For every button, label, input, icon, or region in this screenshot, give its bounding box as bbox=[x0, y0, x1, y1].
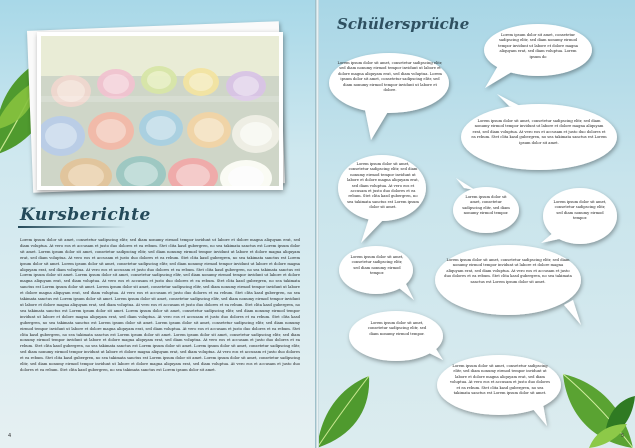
speech-bubble-8-text: Lorem ipsum dolor sit amet, consetetur sadipscing elitr, sed diam nonumy eirmod tempor. bbox=[350, 255, 404, 276]
section-heading-schuelersprueche: Schülersprüche bbox=[337, 15, 470, 33]
speech-bubble-7-text: Lorem ipsum dolor sit amet, consetetur sadipscing elitr, sed diam nonumy eirmod tempor invidunt ut labore et dolore magna aliquyam erat, sed diam voluptua. At vero eos et accusam et justo duo dolores et ea rebum. Stet clita kasd gubergren, no sea takimata sanctus est Lorem ipsum dolor sit amet. bbox=[444, 258, 572, 284]
right-page bbox=[319, 0, 635, 448]
page-number-left: 4 bbox=[8, 433, 12, 439]
speech-bubble-6-text: Lorem ipsum dolor sit amet, consetetur sadipscing elitr, sed diam nonumy eirmod tempor. bbox=[553, 200, 607, 221]
speech-bubble-9-text: Lorem ipsum dolor sit amet, consetetur sadipscing elitr, sed diam nonumy eirmod tempor. bbox=[367, 321, 427, 336]
speech-bubble-10-text: Lorem ipsum dolor sit amet, consetetur sadipscing elitr, sed diam nonumy eirmod tempor invidunt ut labore et dolore magna aliquyam erat, sed diam voluptua. At vero eos et accusam et justo duo dolores et ea rebum. Stet clita kasd gubergren, no sea takimata sanctus est Lorem ipsum dolor sit amet. bbox=[449, 364, 551, 396]
speech-bubble-5-text: Lorem ipsum dolor sit amet, consetetur sadipscing elitr, sed diam nonumy eirmod tempor. bbox=[462, 195, 510, 216]
page-number-right: 5 bbox=[621, 433, 625, 439]
speech-bubble-1-text: Lorem ipsum dolor sit amet, consetetur sadipscing elitr, sed diam nonumy eirmod tempor invidunt ut labore et dolore magna aliquyam erat, sed diam voluptua. Lorem ipsum dolor sit amet, consetetur sadipscing elitr, sed diam nonumy eirmod tempor invidunt ut labore et dolore. bbox=[337, 61, 443, 93]
speech-bubble-2-text: Lorem ipsum dolor sit amet, consetetur sadipscing elitr, sed diam nonumy eirmod tempor invidunt ut labore et dolore magna aliquyam erat, sed diam voluptua. Lorem ipsum do bbox=[498, 33, 578, 59]
section-heading-kursberichte: Kursberichte bbox=[20, 205, 151, 225]
left-page bbox=[0, 0, 316, 448]
body-text: Lorem ipsum dolor sit amet, consetetur sadipscing elitr, sed diam nonumy eirmod tempor invidunt ut labore et dolore magna aliquyam erat, sed diam voluptua. At vero eos et accusam et justo duo dolores et ea rebum. Stet clita kasd gubergren, no sea takimata sanctus est Lorem ipsum dolor sit amet. Lorem ipsum dolor sit amet, consetetur sadipscing elitr, sed diam nonumy eirmod tempor invidunt ut labore et dolore magna aliquyam erat, sed diam voluptua. At vero eos et accusam et justo duo dolores et ea rebum. Stet clita kasd gubergren, no sea takimata sanctus est Lorem ipsum dolor sit amet. Lorem ipsum dolor sit amet, consetetur sadipscing elitr, sed diam nonumy eirmod tempor invidunt ut labore et dolore magna aliquyam erat, sed diam voluptua. At vero eos et accusam et justo duo dolores et ea rebum. Stet clita kasd gubergren, no sea takimata sanctus est Lorem ipsum dolor sit amet. Lorem ipsum dolor sit amet, consetetur sadipscing elitr, sed diam nonumy eirmod tempor invidunt ut labore et dolore magna aliquyam erat, sed diam voluptua. At vero eos et accusam et justo duo dolores et ea rebum. Stet clita kasd gubergren, no sea takimata sanctus est Lorem ipsum dolor sit amet. Lorem ipsum dolor sit amet, consetetur sadipscing elitr, sed diam nonumy eirmod tempor invidunt ut labore et dolore magna aliquyam erat, sed diam voluptua. At vero eos et accusam et justo duo dolores et ea rebum. Stet clita kasd gubergren, no sea takimata sanctus est Lorem ipsum dolor sit amet. Lorem ipsum dolor sit amet, consetetur sadipscing elitr, sed diam nonumy eirmod tempor invidunt ut labore et dolore magna aliquyam erat, sed diam voluptua. At vero eos et accusam et justo duo dolores et ea rebum. Stet clita kasd gubergren, no sea takimata sanctus est Lorem ipsum dolor sit amet. Lorem ipsum dolor sit amet, consetetur sadipscing elitr, sed diam nonumy eirmod tempor invidunt ut labore et dolore magna aliquyam erat, sed diam voluptua. At vero eos et accusam et justo duo dolores et ea rebum. Stet clita kasd gubergren, no sea takimata sanctus est Lorem ipsum dolor sit amet. Lorem ipsum dolor sit amet, consetetur sadipscing elitr, sed diam nonumy eirmod tempor invidunt ut labore et dolore magna aliquyam erat, sed diam voluptua. At vero eos et accusam et justo duo dolores et ea rebum. Stet clita kasd gubergren, no sea takimata sanctus est Lorem ipsum dolor sit amet. Lorem ipsum dolor sit amet, consetetur sadipscing elitr, sed diam nonumy eirmod tempor invidunt ut labore et dolore magna aliquyam erat, sed diam voluptua. At vero eos et accusam et justo duo dolores et ea rebum. Stet clita kasd gubergren, no sea takimata sanctus est Lorem ipsum dolor sit amet. Lorem ipsum dolor sit amet, consetetur sadipscing elitr, sed diam nonumy eirmod tempor invidunt ut labore et dolore magna aliquyam erat, sed diam voluptua. At vero eos et accusam et justo duo dolores et ea rebum. Stet clita kasd gubergren, no sea takimata sanctus est Lorem ipsum dolor sit amet. Lorem ipsum dolor sit amet, consetetur sadipscing elitr, sed diam nonumy eirmod tempor invidunt ut labore et dolore magna aliquyam erat, sed diam voluptua. At vero eos et accusam et justo duo dolores et ea rebum. Stet clita kasd gubergren, no sea takimata sanctus est Lorem ipsum dolor sit amet. bbox=[20, 238, 300, 372]
heading-underline bbox=[18, 226, 126, 228]
speech-bubble-4-text: Lorem ipsum dolor sit amet, consetetur sadipscing elitr, sed diam nonumy eirmod tempor invidunt ut labore et dolore magna aliquyam erat, sed diam voluptua. At vero eos et accusam et justo duo dolores et ea rebum. Stet clita kasd gubergren, no sea takimata sanctus est Lorem ipsum dolor sit amet. bbox=[347, 162, 419, 210]
chalk-photo bbox=[37, 32, 283, 190]
speech-bubble-3-text: Lorem ipsum dolor sit amet, consetetur sadipscing elitr, sed diam nonumy eirmod tempor invidunt ut labore et dolore magna aliquyam erat, sed diam voluptua. At vero eos et accusam et justo duo dolores et ea rebum. Stet clita kasd gubergren, no sea takimata sanctus est Lorem ipsum dolor sit amet. bbox=[471, 119, 607, 145]
